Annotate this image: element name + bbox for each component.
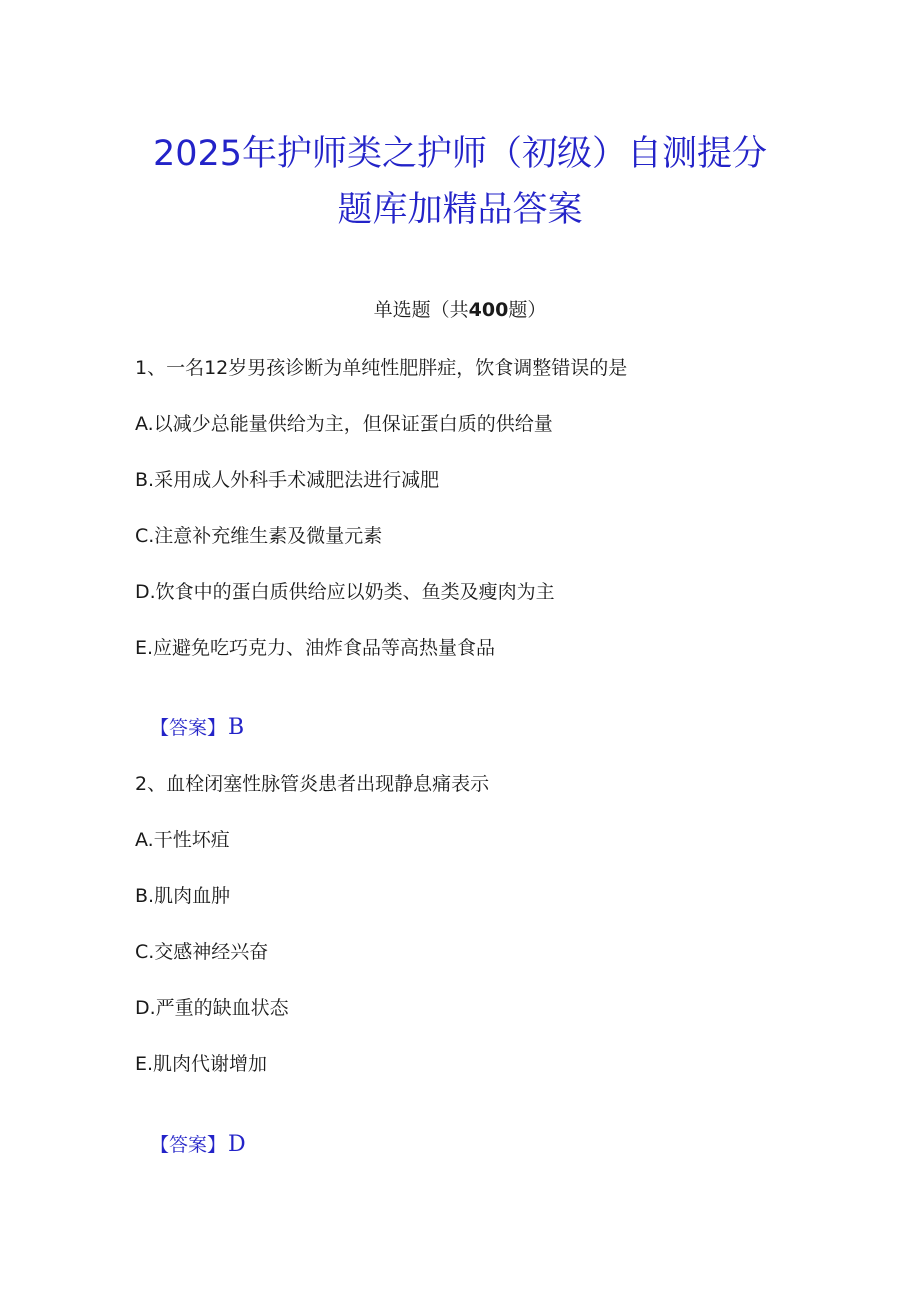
document-title-line-2: 题库加精品答案 <box>337 190 583 230</box>
section-heading-count: 400 <box>468 299 509 321</box>
question-1-stem: 1、一名12岁男孩诊断为单纯性肥胖症，饮食调整错误的是 <box>135 357 628 379</box>
answer-value: D <box>228 1132 246 1157</box>
question-1-option-c: C.注意补充维生素及微量元素 <box>135 525 383 547</box>
section-heading <box>0 296 920 324</box>
question-2-option-e: E.肌肉代谢增加 <box>135 1053 268 1075</box>
question-1-option-a: A.以减少总能量供给为主，但保证蛋白质的供给量 <box>135 413 553 435</box>
question-2-stem: 2、血栓闭塞性脉管炎患者出现静息痛表示 <box>135 773 490 795</box>
question-1-answer <box>150 713 244 743</box>
answer-value: B <box>228 715 245 740</box>
question-2-answer <box>150 1130 246 1160</box>
question-1-option-d: D.饮食中的蛋白质供给应以奶类、鱼类及瘦肉为主 <box>135 581 555 603</box>
question-1-option-e: E.应避免吃巧克力、油炸食品等高热量食品 <box>135 637 496 659</box>
question-2-option-c: C.交感神经兴奋 <box>135 941 269 963</box>
section-heading-prefix: 单选题（共 <box>373 299 469 321</box>
question-2-option-a: A.干性坏疽 <box>135 829 230 851</box>
document-title <box>0 126 920 238</box>
document-title-line-1: 2025年护师类之护师（初级）自测提分 <box>152 134 768 174</box>
section-heading-suffix: 题） <box>508 299 547 321</box>
question-2-option-d: D.严重的缺血状态 <box>135 997 289 1019</box>
answer-label: 【答案】 <box>150 1134 227 1156</box>
question-2-option-b: B.肌肉血肿 <box>135 885 231 907</box>
answer-label: 【答案】 <box>150 717 227 739</box>
question-1-option-b: B.采用成人外科手术减肥法进行减肥 <box>135 469 440 491</box>
